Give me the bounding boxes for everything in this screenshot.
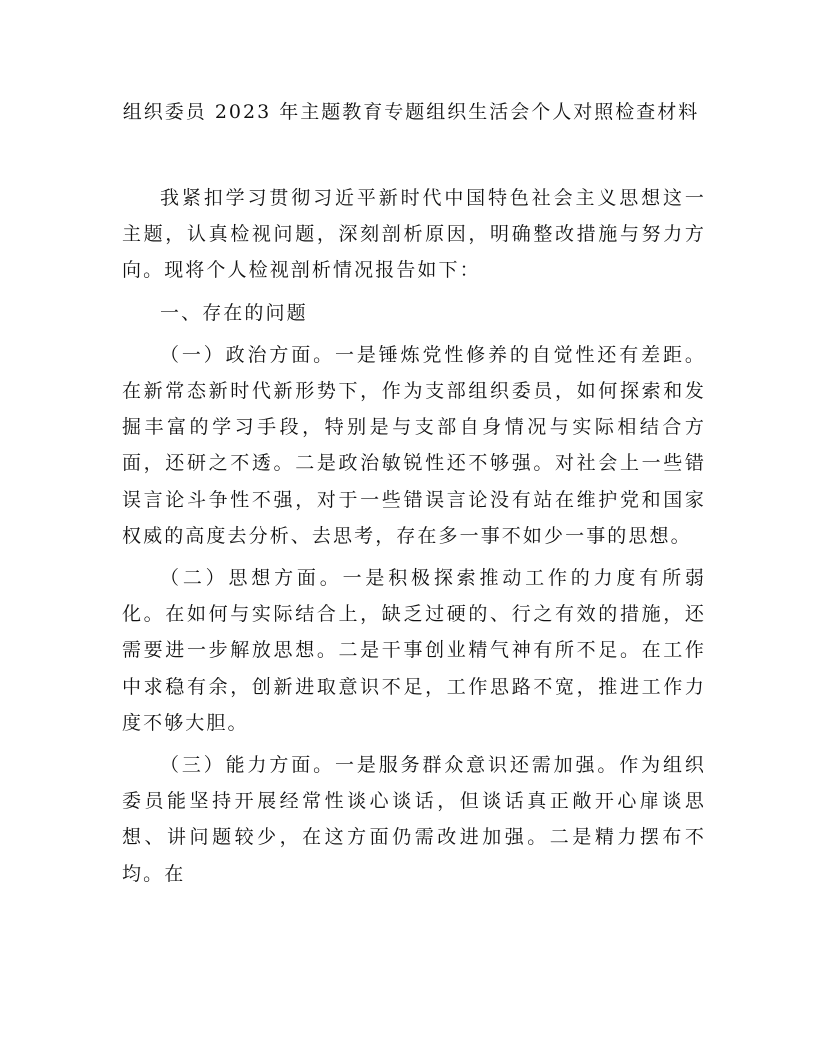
political-paragraph: （一）政治方面。一是锤炼党性修养的自觉性还有差距。在新常态新时代新形势下，作为支部组织委员，如何探索和发掘丰富的学习手段，特别是与支部自身情况与实际相结合方面，还研之不透。二是政治敏锐性还不够强。对社会上一些错误言论斗争性不强，对于一些错误言论没有站在维护党和国家权威的高度去分析、去思考，存在多一事不如少一事的思想。 <box>122 343 706 547</box>
ability-paragraph: （三）能力方面。一是服务群众意识还需加强。作为组织委员能坚持开展经常性谈心谈话，但谈话真正敞开心扉谈思想、讲问题较少，在这方面仍需改进加强。二是精力摆布不均。在 <box>122 754 706 885</box>
document-title: 组织委员 2023 年主题教育专题组织生活会个人对照检查材料 <box>122 101 700 123</box>
thought-paragraph: （二）思想方面。一是积极探索推动工作的力度有所弱化。在如何与实际结合上，缺乏过硬的、行之有效的措施，还需要进一步解放思想。二是干事创业精气神有所不足。在工作中求稳有余，创新进取意识不足，工作思路不宽，推进工作力度不够大胆。 <box>122 567 706 734</box>
intro-paragraph: 我紧扣学习贯彻习近平新时代中国特色社会主义思想这一主题，认真检视问题，深刻剖析原因，明确整改措施与努力方向。现将个人检视剖析情况报告如下： <box>122 187 706 282</box>
document-body <box>122 180 706 892</box>
section-heading: 一、存在的问题 <box>160 301 308 324</box>
